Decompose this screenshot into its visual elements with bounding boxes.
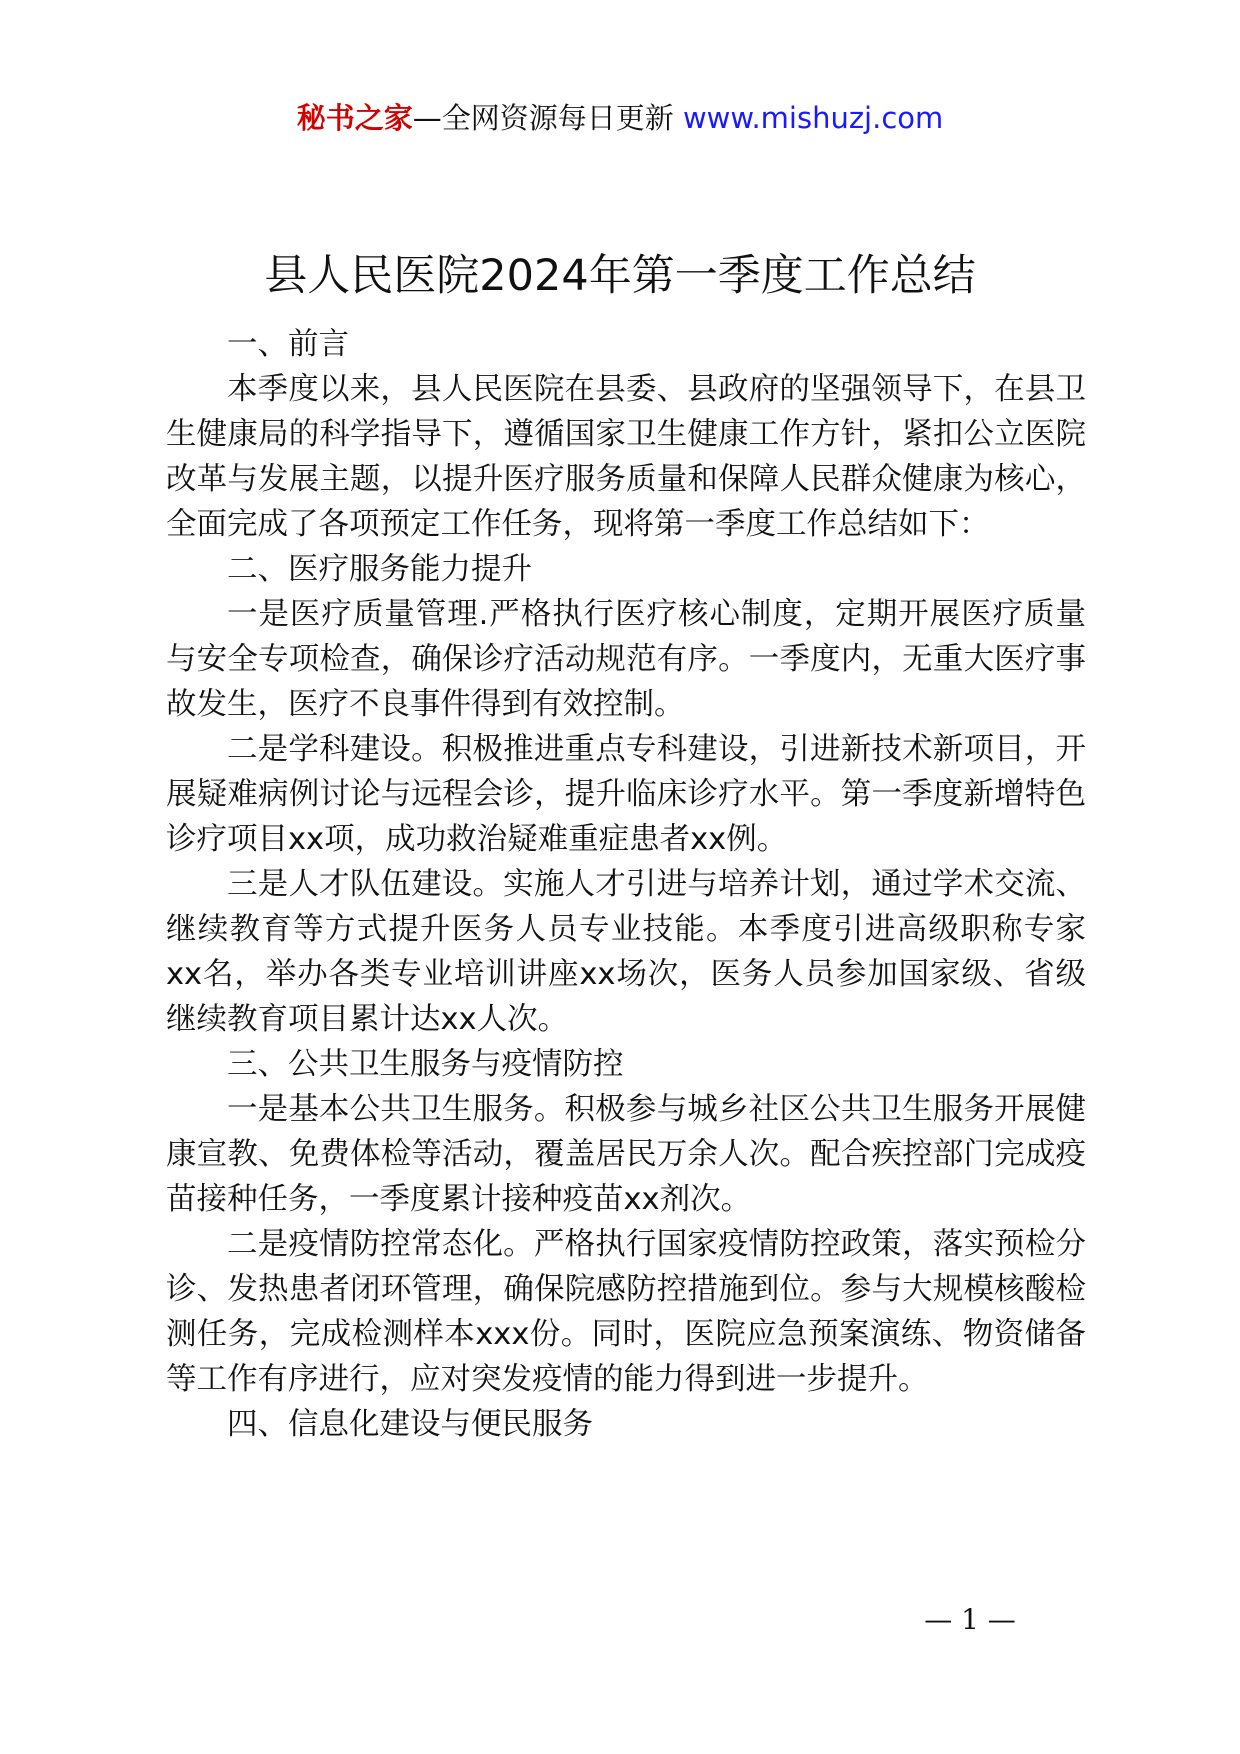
header-tagline: —全网资源每日更新 (412, 101, 674, 135)
paragraph-quality-management: 一是医疗质量管理.严格执行医疗核心制度，定期开展医疗质量与安全专项检查，确保诊疗活动规范有序。一季度内，无重大医疗事故发生，医疗不良事件得到有效控制。 (166, 597, 1086, 722)
section-heading-preface: 一、前言 (227, 327, 349, 362)
section-heading-public-health: 三、公共卫生服务与疫情防控 (227, 1047, 624, 1082)
paragraph-basic-public-health: 一是基本公共卫生服务。积极参与城乡社区公共卫生服务开展健康宣教、免费体检等活动，覆盖居民万余人次。配合疾控部门完成疫苗接种任务，一季度累计接种疫苗xx剂次。 (166, 1092, 1086, 1217)
paragraph-discipline-building: 二是学科建设。积极推进重点专科建设，引进新技术新项目，开展疑难病例讨论与远程会诊，提升临床诊疗水平。第一季度新增特色诊疗项目xx项，成功救治疑难重症患者xx例。 (166, 732, 1086, 857)
site-url-link[interactable]: www.mishuzj.com (682, 101, 944, 135)
document-body (166, 322, 1086, 1447)
section-heading-medical-service: 二、医疗服务能力提升 (227, 552, 532, 587)
page-header (0, 98, 1240, 138)
paragraph-talent-building: 三是人才队伍建设。实施人才引进与培养计划，通过学术交流、继续教育等方式提升医务人员专业技能。本季度引进高级职称专家xx名，举办各类专业培训讲座xx场次，医务人员参加国家级、省级继续教育项目累计达xx人次。 (166, 867, 1086, 1037)
paragraph-preface: 本季度以来，县人民医院在县委、县政府的坚强领导下，在县卫生健康局的科学指导下，遵循国家卫生健康工作方针，紧扣公立医院改革与发展主题，以提升医疗服务质量和保障人民群众健康为核心，全面完成了各项预定工作任务，现将第一季度工作总结如下： (166, 372, 1086, 542)
paragraph-epidemic-control: 二是疫情防控常态化。严格执行国家疫情防控政策，落实预检分诊、发热患者闭环管理，确保院感防控措施到位。参与大规模核酸检测任务，完成检测样本xxx份。同时，医院应急预案演练、物资储备等工作有序进行，应对突发疫情的能力得到进一步提升。 (166, 1227, 1086, 1397)
page-number: — 1 — (924, 1603, 1016, 1636)
brand-name: 秘书之家 (296, 101, 413, 135)
section-heading-informatization: 四、信息化建设与便民服务 (227, 1407, 593, 1442)
document-title: 县人民医院2024年第一季度工作总结 (264, 251, 976, 301)
